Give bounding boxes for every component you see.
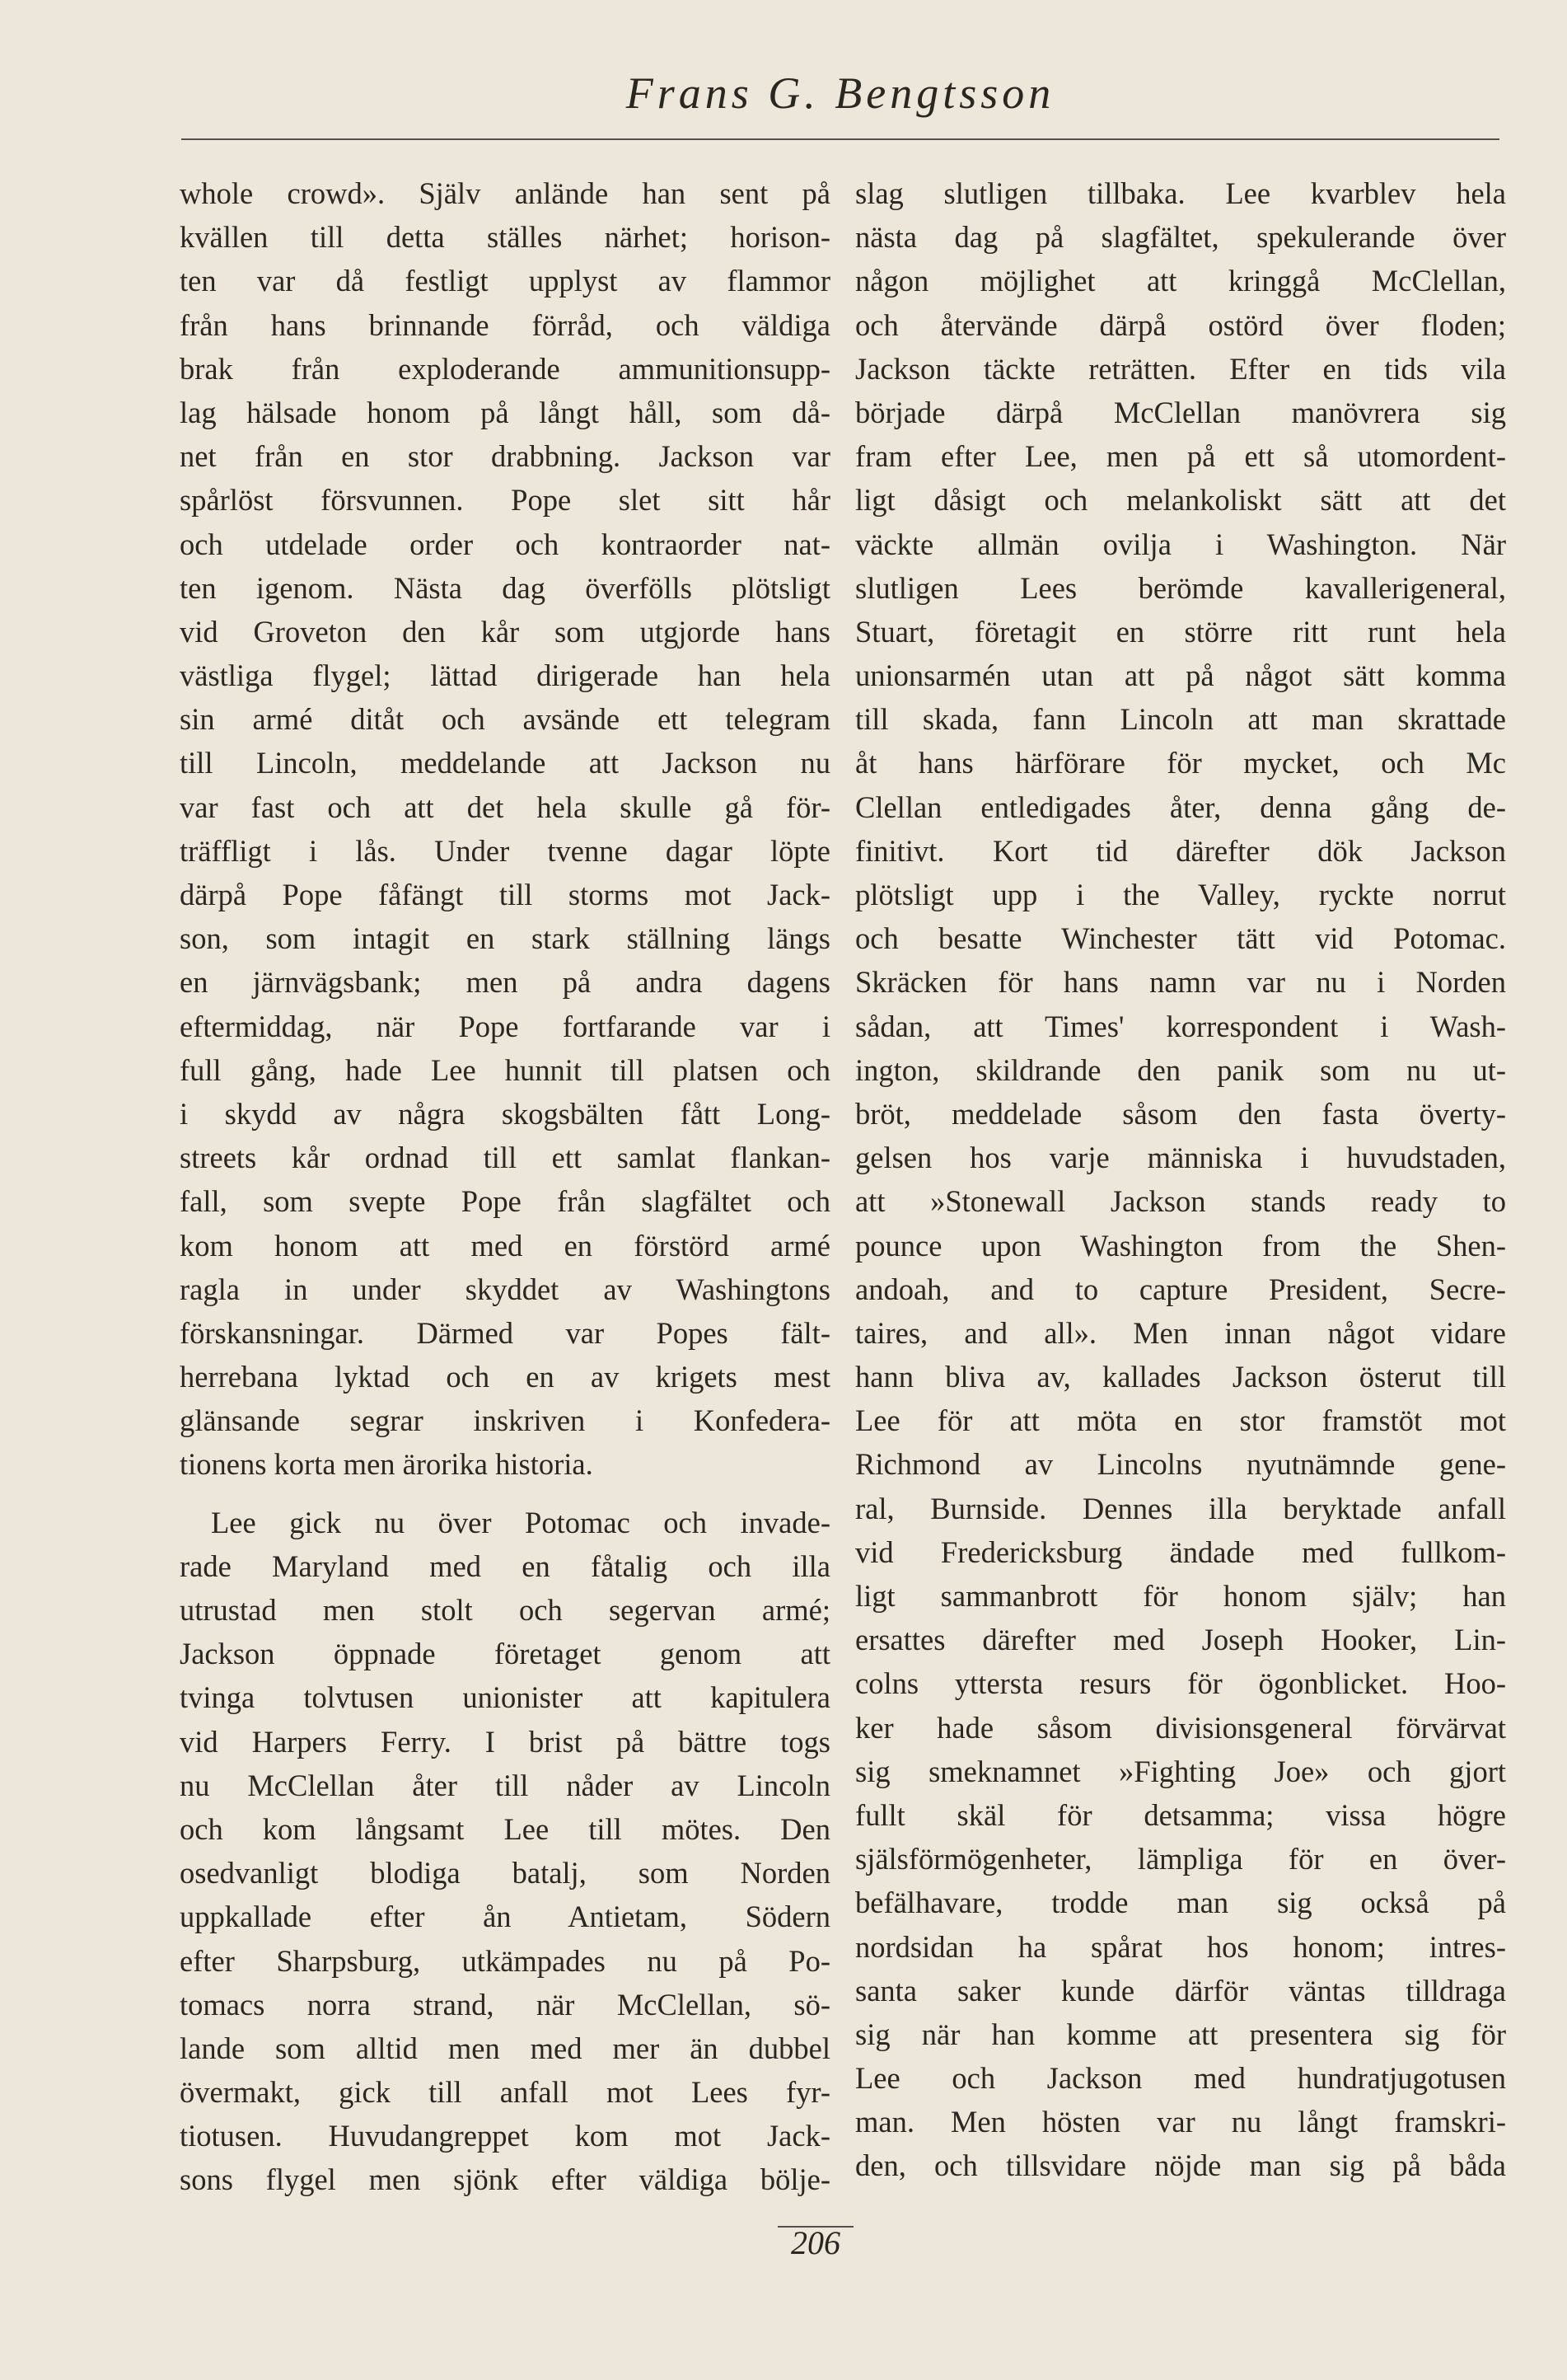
text-line: whole crowd». Själv anlände han sent på: [180, 176, 830, 210]
text-line: och utdelade order och kontraorder nat-: [180, 527, 830, 561]
text-line: Jackson öppnade företaget genom att: [180, 1637, 830, 1671]
text-line: förskansningar. Därmed var Popes fält-: [180, 1315, 830, 1350]
text-line: man. Men hösten var nu långt framskri-: [855, 2105, 1506, 2139]
text-line: därpå Pope fåfängt till storms mot Jack-: [180, 878, 830, 911]
text-line: taires, and all». Men innan något vidare: [855, 1315, 1506, 1350]
running-header: Frans G. Bengtsson: [625, 68, 1055, 118]
text-line: Lee för att möta en stor framstöt mot: [855, 1403, 1506, 1438]
text-line: utrustad men stolt och segervan armé;: [180, 1593, 830, 1627]
text-line: full gång, hade Lee hunnit till platsen och: [180, 1052, 830, 1087]
text-line: tomacs norra strand, när McClellan, sö-: [180, 1987, 830, 2022]
text-line: tvinga tolvtusen unionister att kapitulera: [180, 1680, 830, 1715]
text-line: rade Maryland med en fåtalig och illa: [180, 1548, 830, 1583]
text-line: lande som alltid men med mer än dubbel: [180, 2031, 830, 2065]
text-line: kom honom att med en förstörd armé: [180, 1228, 830, 1263]
left-column: [180, 171, 830, 2202]
text-line: eftermiddag, när Pope fortfarande var i: [180, 1009, 830, 1043]
text-line: ington, skildrande den panik som nu ut-: [855, 1052, 1506, 1087]
text-line: sons flygel men sjönk efter väldiga bölje-: [180, 2162, 830, 2197]
text-line: spårlöst försvunnen. Pope slet sitt hår: [180, 483, 830, 518]
text-line: son, som intagit en stark ställning längs: [180, 921, 830, 956]
text-line: övermakt, gick till anfall mot Lees fyr-: [180, 2075, 830, 2110]
text-line: ligt dåsigt och melankoliskt sätt att det: [855, 483, 1506, 518]
text-line: var fast och att det hela skulle gå för-: [180, 789, 830, 824]
text-line: uppkallade efter ån Antietam, Södern: [180, 1900, 830, 1934]
text-line: Richmond av Lincolns nyutnämnde gene-: [855, 1447, 1506, 1482]
text-line: fram efter Lee, men på ett så utomordent-: [855, 439, 1506, 474]
header-rule: [181, 138, 1499, 140]
text-line: sig när han komme att presentera sig för: [855, 2017, 1506, 2051]
text-line: ral, Burnside. Dennes illa beryktade anfall: [855, 1491, 1506, 1525]
text-line: ten igenom. Nästa dag överfölls plötsligt: [180, 570, 830, 605]
text-line: till Lincoln, meddelande att Jackson nu: [180, 746, 830, 780]
text-line: sådan, att Times' korrespondent i Wash-: [855, 1009, 1506, 1043]
text-line: nordsidan ha spårat hos honom; intres-: [855, 1929, 1506, 1964]
text-line: sig smeknamnet »Fighting Joe» och gjort: [855, 1754, 1506, 1788]
text-line: efter Sharpsburg, utkämpades nu på Po-: [180, 1943, 830, 1978]
text-line: slutligen Lees berömde kavallerigeneral,: [855, 570, 1506, 605]
text-line: tiotusen. Huvudangreppet kom mot Jack-: [180, 2119, 830, 2153]
text-line: och kom långsamt Lee till mötes. Den: [180, 1811, 830, 1846]
text-line: unionsarmén utan att på något sätt komma: [855, 658, 1506, 693]
paragraph-gap: [180, 1487, 830, 1501]
text-line: vid Groveton den kår som utgjorde hans: [180, 614, 830, 649]
text-line: själsförmögenheter, lämpliga för en över-: [855, 1842, 1506, 1876]
text-line: i skydd av några skogsbälten fått Long-: [180, 1096, 830, 1131]
text-line: slag slutligen tillbaka. Lee kvarblev hela: [855, 176, 1506, 210]
text-line: den, och tillsvidare nöjde man sig på båda: [855, 2148, 1506, 2183]
text-line: glänsande segrar inskriven i Konfedera-: [180, 1403, 830, 1438]
text-line: ker hade såsom divisionsgeneral förvärvat: [855, 1710, 1506, 1745]
text-line: Skräcken för hans namn var nu i Norden: [855, 965, 1506, 1000]
text-line: santa saker kunde därför väntas tilldraga: [855, 1973, 1506, 2008]
text-line: från hans brinnande förråd, och väldiga: [180, 307, 830, 342]
text-line: vid Fredericksburg ändade med fullkom-: [855, 1534, 1506, 1569]
paragraph: [180, 171, 830, 1487]
text-line: och besatte Winchester tätt vid Potomac.: [855, 921, 1506, 956]
text-line: åt hans härförare för mycket, och Mc: [855, 746, 1506, 780]
text-line: brak från exploderande ammunitionsupp-: [180, 351, 830, 386]
text-line: lag hälsade honom på långt håll, som då-: [180, 395, 830, 429]
text-line: ten var då festligt upplyst av flammor: [180, 264, 830, 298]
text-line: hann bliva av, kallades Jackson österut till: [855, 1360, 1506, 1394]
page-number: 206: [791, 2224, 840, 2261]
text-line: träffligt i lås. Under tvenne dagar löpte: [180, 833, 830, 868]
text-line: vid Harpers Ferry. I brist på bättre togs: [180, 1724, 830, 1759]
text-line: en järnvägsbank; men på andra dagens: [180, 965, 830, 1000]
text-line: befälhavare, trodde man sig också på: [855, 1886, 1506, 1920]
text-line: någon möjlighet att kringgå McClellan,: [855, 264, 1506, 298]
text-line: och återvände därpå ostörd över floden;: [855, 307, 1506, 342]
text-line: började därpå McClellan manövrera sig: [855, 395, 1506, 429]
text-line: kvällen till detta ställes närhet; horison-: [180, 220, 830, 255]
text-line: Clellan entledigades åter, denna gång de-: [855, 789, 1506, 824]
text-line: streets kår ordnad till ett samlat flankan-: [180, 1141, 830, 1175]
paragraph: [180, 1501, 830, 2202]
text-line: ligt sammanbrott för honom själv; han: [855, 1579, 1506, 1613]
text-line: colns yttersta resurs för ögonblicket. Hoo-: [855, 1666, 1506, 1701]
text-line: bröt, meddelade såsom den fasta överty-: [855, 1096, 1506, 1131]
text-line: herrebana lyktad och en av krigets mest: [180, 1360, 830, 1394]
text-line: till skada, fann Lincoln att man skrattade: [855, 702, 1506, 737]
text-line: fall, som svepte Pope från slagfältet och: [180, 1184, 830, 1219]
text-line: västliga flygel; lättad dirigerade han hela: [180, 658, 830, 693]
text-line: osedvanligt blodiga batalj, som Norden: [180, 1856, 830, 1890]
text-line: väckte allmän ovilja i Washington. När: [855, 527, 1506, 561]
text-line: andoah, and to capture President, Secre-: [855, 1272, 1506, 1306]
text-line: Jackson täckte reträtten. Efter en tids vila: [855, 351, 1506, 386]
text-line: nästa dag på slagfältet, spekulerande över: [855, 220, 1506, 255]
text-line: sin armé ditåt och avsände ett telegram: [180, 702, 830, 737]
text-line: Lee och Jackson med hundratjugotusen: [855, 2061, 1506, 2096]
text-line: ersattes därefter med Joseph Hooker, Lin-: [855, 1623, 1506, 1657]
text-line: nu McClellan åter till nåder av Lincoln: [180, 1768, 830, 1802]
text-line: ragla in under skyddet av Washingtons: [180, 1272, 830, 1306]
text-line: tionens korta men ärorika historia.: [180, 1447, 593, 1482]
text-line: net från en stor drabbning. Jackson var: [180, 439, 830, 474]
text-line: att »Stonewall Jackson stands ready to: [855, 1184, 1506, 1219]
text-line: pounce upon Washington from the Shen-: [855, 1228, 1506, 1263]
text-line: finitivt. Kort tid därefter dök Jackson: [855, 833, 1506, 868]
text-line: plötsligt upp i the Valley, ryckte norrut: [855, 878, 1506, 911]
text-line: fullt skäl för detsamma; vissa högre: [855, 1797, 1506, 1832]
text-line: gelsen hos varje människa i huvudstaden,: [855, 1141, 1506, 1175]
text-line: Stuart, företagit en större ritt runt hela: [855, 614, 1506, 649]
text-line: Lee gick nu över Potomac och invade-: [211, 1505, 830, 1539]
right-column: [855, 171, 1506, 2188]
